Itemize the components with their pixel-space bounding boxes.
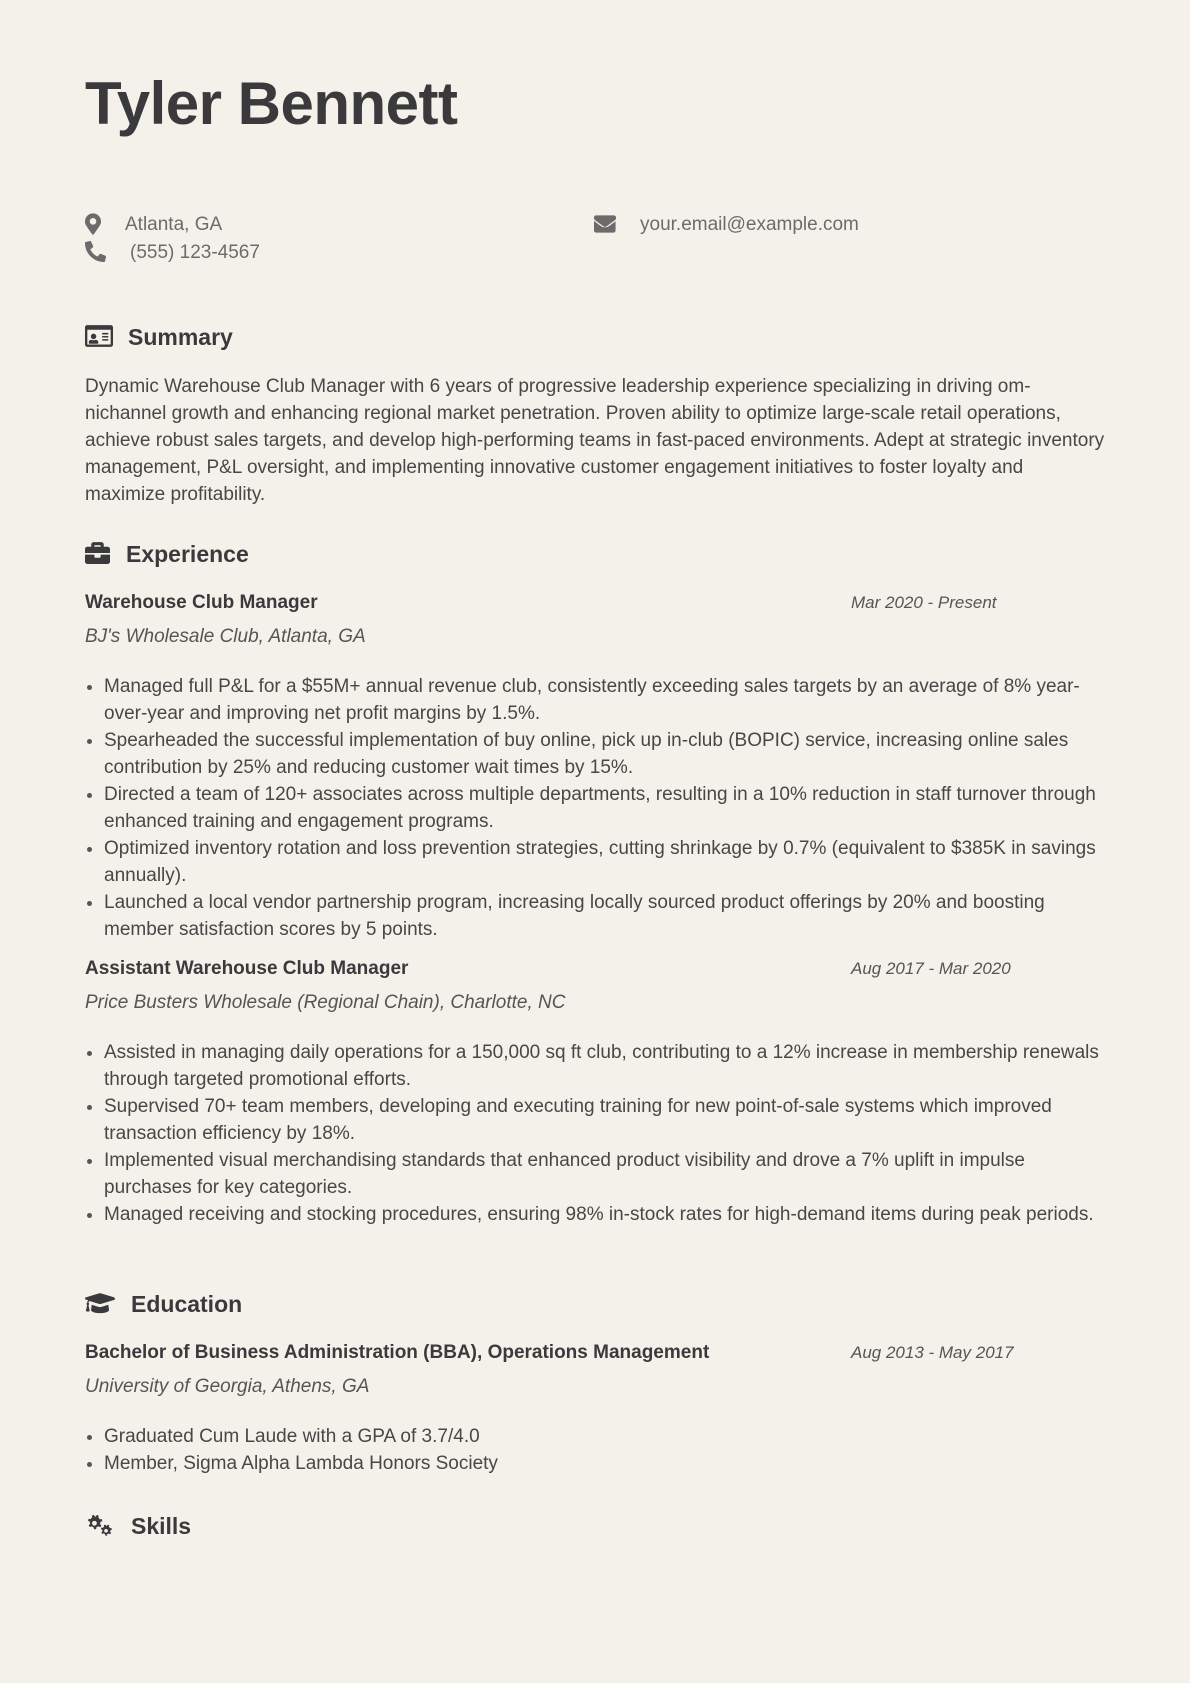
list-item: Managed full P&L for a $55M+ annual revenue club, consistently exceeding sales targets by an average of 8% year-over-year and improving net profit margins by 1.5%. (85, 673, 1105, 727)
section-skills-heading (85, 1511, 385, 1541)
list-item: Directed a team of 120+ associates across multiple departments, resulting in a 10% reduction in staff turnover through enhanced training and engagement programs. (85, 781, 1105, 835)
list-item: Spearheaded the successful implementation of buy online, pick up in-club (BOPIC) service, increasing online sales contribution by 25% and reducing customer wait times by 15%. (85, 727, 1105, 781)
map-marker-icon (85, 213, 101, 235)
summary-text: Dynamic Warehouse Club Manager with 6 years of progressive leadership experience specializing in driving omnichannel growth and enhancing regional market penetration. Proven ability to optimize large-scale retail operations, achieve robust sales targets, and develop high-performing teams in fast-paced environments. Adept at strategic inventory management, P&L oversight, and implementing innovative customer engagement initiatives to foster loyalty and maximize profitability. (85, 376, 1105, 505)
list-item: Optimized inventory rotation and loss prevention strategies, cutting shrinkage by 0.7% (equivalent to $385K in savings annually). (85, 835, 1105, 889)
job-dates: Mar 2020 - Present (851, 593, 997, 612)
list-item: Managed receiving and stocking procedures, ensuring 98% in-stock rates for high-demand items during peak periods. (85, 1201, 1105, 1228)
location-text: Atlanta, GA (125, 214, 223, 235)
contact-location (85, 215, 385, 237)
graduation-cap-icon (85, 1291, 115, 1315)
job-dates: Aug 2017 - Mar 2020 (851, 959, 1011, 978)
id-card-icon (85, 325, 113, 347)
candidate-name: Tyler Bennett (85, 70, 458, 137)
list-item: Implemented visual merchandising standards that enhanced product visibility and drove a 7% uplift in impulse purchases for key categories. (85, 1147, 1105, 1201)
briefcase-icon (85, 541, 110, 565)
gears-icon (85, 1512, 115, 1538)
education-dates: Aug 2013 - May 2017 (851, 1343, 1014, 1362)
job-bullets (85, 673, 1105, 943)
education-bullets (85, 1423, 1105, 1477)
job-title: Warehouse Club Manager (85, 592, 318, 613)
contact-phone (85, 243, 385, 265)
job-company: BJ's Wholesale Club, Atlanta, GA (85, 626, 366, 647)
list-item: Assisted in managing daily operations for a 150,000 sq ft club, contributing to a 12% increase in membership renewals through targeted promotional efforts. (85, 1039, 1105, 1093)
phone-text: (555) 123-4567 (130, 242, 260, 263)
section-experience-heading (85, 539, 385, 569)
envelope-icon (594, 215, 616, 233)
list-item: Launched a local vendor partnership program, increasing locally sourced product offerings by 20% and boosting member satisfaction scores by 5 points. (85, 889, 1105, 943)
list-item: Supervised 70+ team members, developing and executing training for new point-of-sale systems which improved transaction efficiency by 18%. (85, 1093, 1105, 1147)
contact-email (594, 215, 914, 237)
job-company: Price Busters Wholesale (Regional Chain), Charlotte, NC (85, 992, 566, 1013)
list-item: Graduated Cum Laude with a GPA of 3.7/4.0 (85, 1423, 1105, 1450)
education-title: Education (131, 1291, 243, 1317)
section-summary-heading (85, 322, 385, 352)
degree-title: Bachelor of Business Administration (BBA), Operations Management (85, 1342, 710, 1363)
school-name: University of Georgia, Athens, GA (85, 1376, 370, 1397)
summary-title: Summary (128, 324, 233, 350)
list-item: Member, Sigma Alpha Lambda Honors Society (85, 1450, 1105, 1477)
email-link[interactable]: your.email@example.com (640, 214, 859, 235)
experience-title: Experience (126, 541, 249, 567)
phone-icon (85, 241, 106, 262)
job-bullets (85, 1039, 1105, 1228)
section-education-heading (85, 1289, 385, 1319)
skills-title: Skills (131, 1513, 192, 1539)
job-title: Assistant Warehouse Club Manager (85, 958, 409, 979)
